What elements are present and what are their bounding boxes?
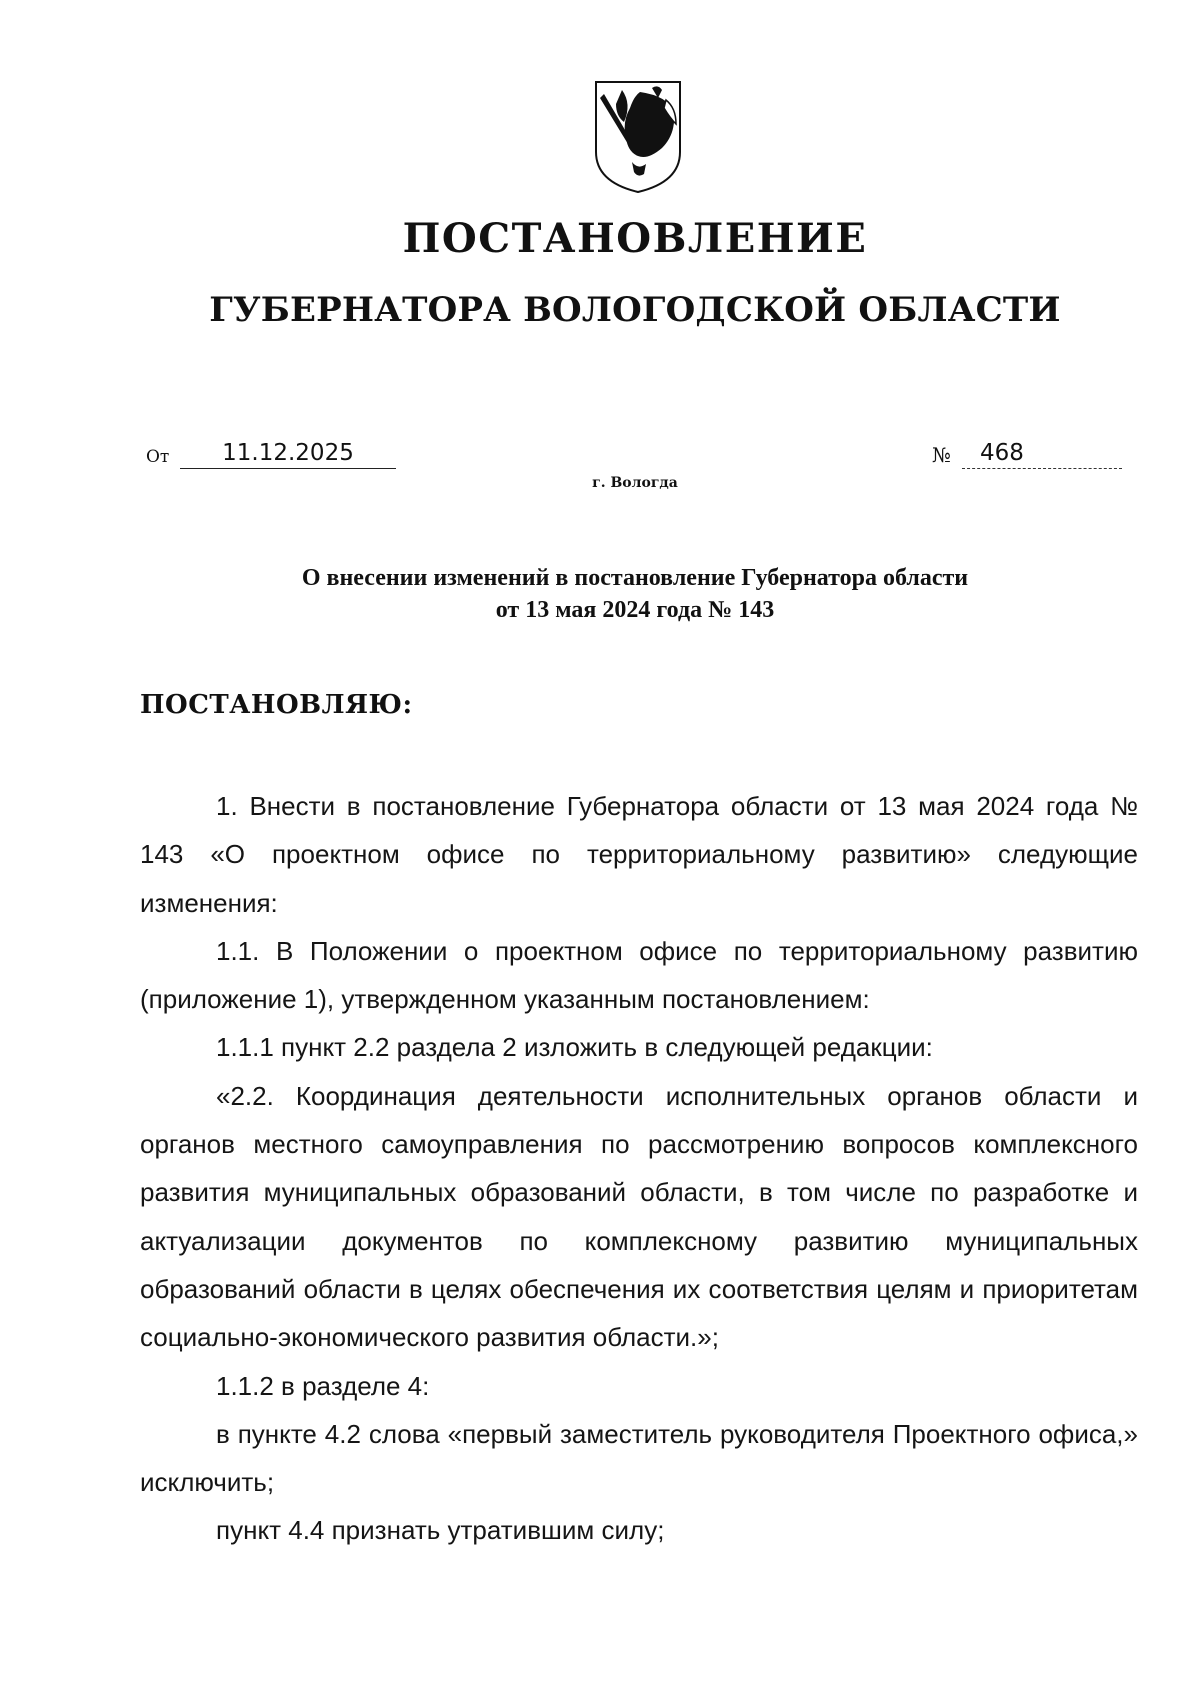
- document-date: 11.12.2025: [180, 438, 396, 469]
- vologda-coat-of-arms-icon: [592, 78, 684, 196]
- number-label: №: [932, 443, 951, 467]
- date-label: От: [146, 447, 170, 467]
- paragraph-1-1-1: 1.1.1 пункт 2.2 раздела 2 изложить в следующей редакции:: [216, 1032, 933, 1063]
- document-number: 468: [962, 438, 1122, 469]
- document-subject: [0, 562, 1200, 626]
- paragraph-1-1: 1.1. В Положении о проектном офисе по территориальному развитию (приложение 1), утвержденном указанным постановлением:: [140, 935, 1138, 1015]
- paragraph-1-1-2: 1.1.2 в разделе 4:: [216, 1370, 430, 1401]
- subject-line-1: О внесении изменений в постановление Губернатора области: [301, 565, 969, 591]
- subject-line-2: от 13 мая 2024 года № 143: [495, 597, 775, 623]
- decree-heading: ПОСТАНОВЛЯЮ:: [140, 690, 413, 720]
- document-issuer: ГУБЕРНАТОРА ВОЛОГОДСКОЙ ОБЛАСТИ: [209, 290, 1061, 330]
- document-title: ПОСТАНОВЛЕНИЕ: [402, 215, 868, 262]
- paragraph-1: 1. Внести в постановление Губернатора области от 13 мая 2024 года № 143 «О проектном офисе по территориальному развитию» следующие изменения:: [140, 791, 1138, 918]
- city: г. Вологда: [592, 475, 678, 491]
- paragraph-item-4-4: пункт 4.4 признать утратившим силу;: [216, 1515, 665, 1546]
- paragraph-item-4-2: в пункте 4.2 слова «первый заместитель руководителя Проектного офиса,» исключить;: [140, 1418, 1138, 1498]
- paragraph-quote-2-2: «2.2. Координация деятельности исполнительных органов области и органов местного самоуправления по рассмотрению вопросов комплексного развития муниципальных образований области, в том числе по разработке и актуализации документов по комплексному развитию муниципальных образований области в целях обеспечения их соответствия целям и приоритетам социально-экономического развития области.»;: [140, 1080, 1138, 1353]
- document-body: [140, 782, 1138, 1555]
